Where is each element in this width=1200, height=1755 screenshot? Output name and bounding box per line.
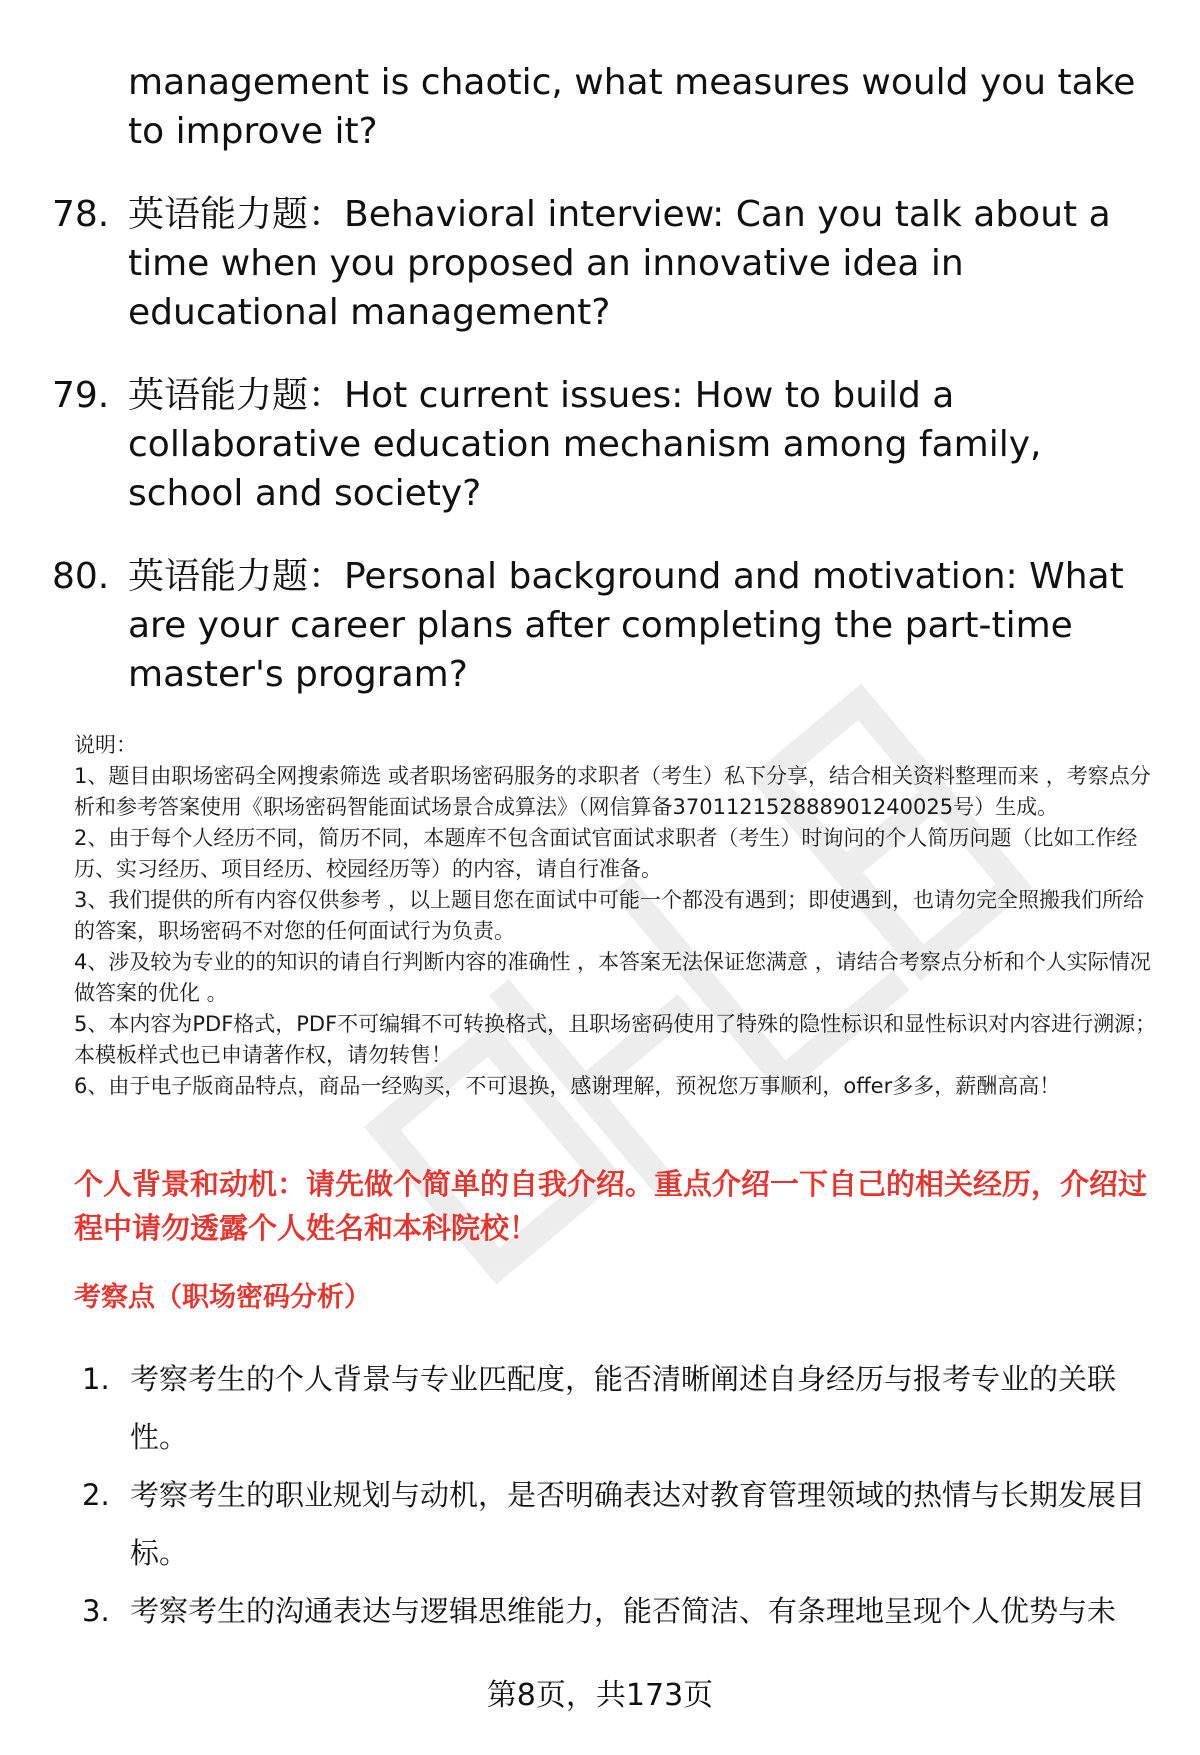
note-item-4: 4、涉及较为专业的的知识的请自行判断内容的准确性 ，本答案无法保证您满意 ，请结合考察点分析和个人实际情况做答案的优化 。 [74, 950, 1151, 1005]
analysis-item-3 [82, 1582, 1172, 1640]
question-text: 英语能力题：Hot current issues: How to build a collaborative education mechanism among family, school and society? [128, 375, 1042, 514]
analysis-number: 1. [82, 1362, 110, 1396]
question-number: 78. [52, 194, 110, 235]
note-item-5: 5、本内容为PDF格式，PDF不可编辑不可转换格式，且职场密码使用了特殊的隐性标识和显性标识对内容进行溯源；本模板样式也已申请著作权，请勿转售！ [74, 1012, 1157, 1067]
analysis-text: 考察考生的个人背景与专业匹配度，能否清晰阐述自身经历与报考专业的关联性。 [130, 1362, 1117, 1454]
analysis-item-1 [82, 1350, 1172, 1466]
analysis-item-2 [82, 1466, 1172, 1582]
question-number: 80. [52, 556, 110, 597]
note-item-2: 2、由于每个人经历不同，简历不同，本题库不包含面试官面试求职者（考生）时询问的个人简历问题（比如工作经历、实习经历、项目经历、校园经历等）的内容，请自行准备。 [74, 826, 1138, 881]
analysis-number: 2. [82, 1478, 110, 1512]
note-item-3: 3、我们提供的所有内容仅供参考 ，以上题目您在面试中可能一个都没有遇到；即使遇到，也请勿完全照搬我们所给的答案，职场密码不对您的任何面试行为负责。 [74, 888, 1145, 943]
question-item-78 [52, 190, 1162, 337]
question-text: 英语能力题：Personal background and motivation: What are your career plans after completing the part-time master's program? [128, 556, 1124, 695]
analysis-number: 3. [82, 1594, 110, 1628]
page-number-footer: 第8页，共173页 [486, 1678, 714, 1713]
notes-heading: 说明： [74, 733, 137, 757]
note-item-6: 6、由于电子版商品特点，商品一经购买，不可退换，感谢理解，预祝您万事顺利，offer多多，薪酬高高！ [74, 1074, 1061, 1098]
notes-section [74, 730, 1164, 1102]
analysis-heading: 考察点（职场密码分析） [74, 1282, 371, 1313]
analysis-list [82, 1350, 1172, 1640]
question-list [52, 58, 1162, 699]
question-item-80 [52, 552, 1162, 699]
analysis-text: 考察考生的沟通表达与逻辑思维能力，能否简洁、有条理地呈现个人优势与未 [130, 1594, 1117, 1628]
question-title: 个人背景和动机：请先做个简单的自我介绍。重点介绍一下自己的相关经历，介绍过程中请勿透露个人姓名和本科院校！ [74, 1167, 1148, 1245]
question-text: 英语能力题：Behavioral interview: Can you talk about a time when you proposed an innovative idea in educational management? [128, 194, 1111, 333]
question-continuation: management is chaotic, what measures would you take to improve it? [128, 62, 1136, 152]
question-number: 79. [52, 375, 110, 416]
analysis-text: 考察考生的职业规划与动机，是否明确表达对教育管理领域的热情与长期发展目标。 [130, 1478, 1146, 1570]
note-item-1: 1、题目由职场密码全网搜索筛选 或者职场密码服务的求职者（考生）私下分享，结合相关资料整理而来 ，考察点分析和参考答案使用《职场密码智能面试场景合成算法》（网信算备370112152888901240025号）生成。 [74, 764, 1151, 819]
question-item-79 [52, 371, 1162, 518]
